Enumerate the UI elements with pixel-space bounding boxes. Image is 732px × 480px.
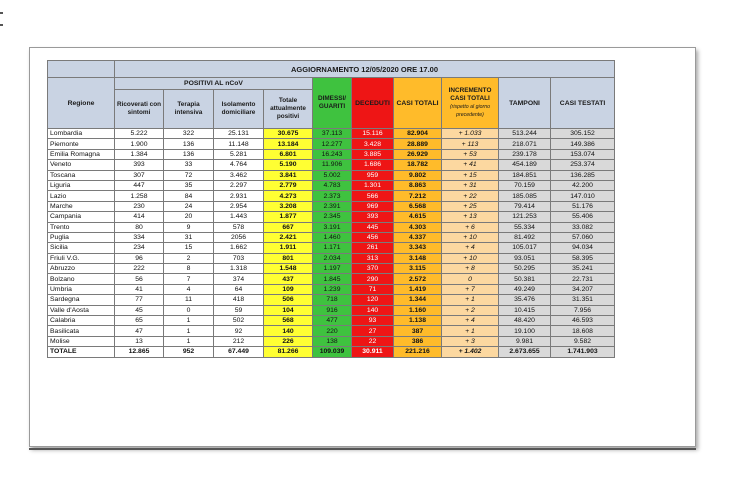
cell-incremento: + 10 (442, 253, 499, 263)
cell-casi-totali: 1.138 (394, 316, 442, 326)
table-row (48, 191, 615, 201)
cell-regione: Basilicata (48, 326, 115, 336)
cell-dimessi: 3.191 (313, 222, 352, 232)
col-header-regione: Regione (48, 78, 115, 129)
cell-ricoverati: 5.222 (115, 129, 164, 139)
cell-tamponi: 81.492 (499, 232, 551, 242)
cell-ricoverati: 234 (115, 243, 164, 253)
cell-casi-testati: 153.074 (551, 149, 615, 159)
table-row (48, 149, 615, 159)
cell-dimessi: 718 (313, 295, 352, 305)
page-title: AGGIORNAMENTO 12/05/2020 ORE 17.00 (115, 61, 615, 78)
cell-deceduti: 71 (352, 284, 394, 294)
cell-casi-testati: 42.200 (551, 180, 615, 190)
cell-casi-totali: 9.802 (394, 170, 442, 180)
cell-tamponi: 105.017 (499, 243, 551, 253)
cell-dimessi: 4.783 (313, 180, 352, 190)
cell-deceduti: 456 (352, 232, 394, 242)
cell-incremento: 0 (442, 274, 499, 284)
cell-dimessi: 220 (313, 326, 352, 336)
cell-casi-totali: 1.419 (394, 284, 442, 294)
cell-casi-testati: 7.956 (551, 305, 615, 315)
cell-regione: Marche (48, 201, 115, 211)
cell-regione: Molise (48, 336, 115, 346)
cell-incremento: + 113 (442, 139, 499, 149)
cell-casi-totali: 3.148 (394, 253, 442, 263)
cell-incremento: + 31 (442, 180, 499, 190)
col-header-isolamento: Isolamento domiciliare (214, 90, 264, 129)
cell-casi-testati: 9.582 (551, 336, 615, 346)
col-header-deceduti: DECEDUTI (352, 78, 394, 129)
cell-tamponi: 50.295 (499, 264, 551, 274)
table-row (48, 274, 615, 284)
cell-deceduti: 15.116 (352, 129, 394, 139)
cell-regione: Trento (48, 222, 115, 232)
cell-casi-testati: 18.608 (551, 326, 615, 336)
cell-casi-totali: 221.216 (394, 347, 442, 357)
table-row (48, 201, 615, 211)
cell-casi-totali: 4.615 (394, 212, 442, 222)
table-row (48, 160, 615, 170)
cell-isolamento: 2.297 (214, 180, 264, 190)
cell-isolamento: 67.449 (214, 347, 264, 357)
cell-tamponi: 184.851 (499, 170, 551, 180)
cell-regione: Toscana (48, 170, 115, 180)
table-row (48, 139, 615, 149)
cell-regione: Lazio (48, 191, 115, 201)
cell-casi-totali: 18.782 (394, 160, 442, 170)
cell-regione: Piemonte (48, 139, 115, 149)
cell-incremento: + 3 (442, 336, 499, 346)
cell-incremento: + 1.033 (442, 129, 499, 139)
cell-deceduti: 313 (352, 253, 394, 263)
cell-totale-positivi: 13.184 (264, 139, 313, 149)
cell-isolamento: 703 (214, 253, 264, 263)
cell-tamponi: 10.415 (499, 305, 551, 315)
cell-casi-testati: 51.176 (551, 201, 615, 211)
cell-deceduti: 3.885 (352, 149, 394, 159)
cell-dimessi: 1.460 (313, 232, 352, 242)
cell-isolamento: 502 (214, 316, 264, 326)
cell-isolamento: 5.281 (214, 149, 264, 159)
cell-dimessi: 16.243 (313, 149, 352, 159)
cell-dimessi: 2.345 (313, 212, 352, 222)
cell-deceduti: 140 (352, 305, 394, 315)
cell-tamponi: 513.244 (499, 129, 551, 139)
cell-deceduti: 30.911 (352, 347, 394, 357)
cell-casi-totali: 6.568 (394, 201, 442, 211)
cell-regione: Veneto (48, 160, 115, 170)
cell-tamponi: 9.981 (499, 336, 551, 346)
cell-casi-totali: 28.889 (394, 139, 442, 149)
cell-totale-positivi: 1.911 (264, 243, 313, 253)
cell-totale-positivi: 81.266 (264, 347, 313, 357)
cell-casi-testati: 31.351 (551, 295, 615, 305)
cell-incremento: + 1.402 (442, 347, 499, 357)
cell-tamponi: 93.051 (499, 253, 551, 263)
col-header-casi-totali: CASI TOTALI (394, 78, 442, 129)
cell-dimessi: 109.039 (313, 347, 352, 357)
table-row (48, 336, 615, 346)
cell-regione: Abruzzo (48, 264, 115, 274)
cell-incremento: + 15 (442, 170, 499, 180)
cell-totale-positivi: 109 (264, 284, 313, 294)
cell-totale-positivi: 1.877 (264, 212, 313, 222)
cell-terapia: 2 (164, 253, 214, 263)
cell-regione: Puglia (48, 232, 115, 242)
cell-incremento: + 4 (442, 316, 499, 326)
incremento-note: (rispetto al giorno precedente) (449, 104, 491, 118)
cell-totale-positivi: 4.273 (264, 191, 313, 201)
cell-casi-totali: 8.863 (394, 180, 442, 190)
col-header-terapia: Terapia intensiva (164, 90, 214, 129)
cell-deceduti: 27 (352, 326, 394, 336)
cell-casi-totali: 7.212 (394, 191, 442, 201)
cell-terapia: 24 (164, 201, 214, 211)
cell-ricoverati: 77 (115, 295, 164, 305)
cell-casi-testati: 35.241 (551, 264, 615, 274)
col-header-incremento (442, 78, 499, 129)
cell-dimessi: 1.239 (313, 284, 352, 294)
cell-casi-totali: 387 (394, 326, 442, 336)
cell-casi-testati: 57.060 (551, 232, 615, 242)
cell-incremento: + 13 (442, 212, 499, 222)
cell-deceduti: 969 (352, 201, 394, 211)
incremento-label: INCREMENTO CASI TOTALI (448, 87, 492, 102)
cell-dimessi: 12.277 (313, 139, 352, 149)
cell-dimessi: 37.113 (313, 129, 352, 139)
cell-dimessi: 477 (313, 316, 352, 326)
cell-casi-totali: 2.572 (394, 274, 442, 284)
cell-casi-testati: 58.395 (551, 253, 615, 263)
cell-terapia: 72 (164, 170, 214, 180)
cell-terapia: 4 (164, 284, 214, 294)
cell-dimessi: 2.391 (313, 201, 352, 211)
cell-tamponi: 49.249 (499, 284, 551, 294)
cell-totale-positivi: 437 (264, 274, 313, 284)
cell-isolamento: 2.954 (214, 201, 264, 211)
cell-totale-positivi: 30.675 (264, 129, 313, 139)
cell-ricoverati: 393 (115, 160, 164, 170)
cell-tamponi: 239.178 (499, 149, 551, 159)
table-row (48, 222, 615, 232)
cell-totale-positivi: 6.801 (264, 149, 313, 159)
cell-ricoverati: 1.258 (115, 191, 164, 201)
cell-incremento: + 22 (442, 191, 499, 201)
cell-regione: Liguria (48, 180, 115, 190)
cell-terapia: 31 (164, 232, 214, 242)
cell-terapia: 952 (164, 347, 214, 357)
cell-ricoverati: 80 (115, 222, 164, 232)
cell-casi-testati: 33.082 (551, 222, 615, 232)
cell-dimessi: 1.197 (313, 264, 352, 274)
cell-incremento: + 6 (442, 222, 499, 232)
cell-terapia: 1 (164, 316, 214, 326)
cell-casi-totali: 4.303 (394, 222, 442, 232)
cell-isolamento: 374 (214, 274, 264, 284)
table-row (48, 316, 615, 326)
cell-dimessi: 138 (313, 336, 352, 346)
cell-casi-testati: 253.374 (551, 160, 615, 170)
cell-incremento: + 7 (442, 284, 499, 294)
cell-casi-testati: 34.207 (551, 284, 615, 294)
cell-dimessi: 2.373 (313, 191, 352, 201)
cell-isolamento: 4.764 (214, 160, 264, 170)
cell-casi-totali: 386 (394, 336, 442, 346)
cell-tamponi: 79.414 (499, 201, 551, 211)
cell-terapia: 0 (164, 305, 214, 315)
cell-deceduti: 445 (352, 222, 394, 232)
cell-tamponi: 35.476 (499, 295, 551, 305)
cell-deceduti: 120 (352, 295, 394, 305)
cell-tamponi: 185.085 (499, 191, 551, 201)
cell-dimessi: 916 (313, 305, 352, 315)
col-header-positivi: POSITIVI AL nCoV (115, 78, 313, 90)
cell-deceduti: 393 (352, 212, 394, 222)
cell-ricoverati: 222 (115, 264, 164, 274)
table-row (48, 129, 615, 139)
col-header-ricoverati: Ricoverati con sintomi (115, 90, 164, 129)
cell-isolamento: 59 (214, 305, 264, 315)
col-header-dimessi: DIMESSI/ GUARITI (313, 78, 352, 129)
cell-isolamento: 418 (214, 295, 264, 305)
cell-tamponi: 121.253 (499, 212, 551, 222)
cell-isolamento: 2.931 (214, 191, 264, 201)
table-row (48, 170, 615, 180)
cell-terapia: 1 (164, 326, 214, 336)
cell-casi-testati: 1.741.903 (551, 347, 615, 357)
cell-totale-positivi: 2.421 (264, 232, 313, 242)
cell-deceduti: 959 (352, 170, 394, 180)
cell-deceduti: 1.301 (352, 180, 394, 190)
cell-deceduti: 22 (352, 336, 394, 346)
bottom-rule (29, 448, 696, 450)
cell-ricoverati: 1.900 (115, 139, 164, 149)
cell-casi-testati: 22.731 (551, 274, 615, 284)
cell-regione: Umbria (48, 284, 115, 294)
cell-incremento: + 4 (442, 243, 499, 253)
cell-dimessi: 1.171 (313, 243, 352, 253)
cell-casi-totali: 26.929 (394, 149, 442, 159)
cell-casi-testati: 94.034 (551, 243, 615, 253)
table-row (48, 326, 615, 336)
cell-tamponi: 70.159 (499, 180, 551, 190)
cell-deceduti: 370 (352, 264, 394, 274)
cell-terapia: 136 (164, 139, 214, 149)
cell-incremento: + 53 (442, 149, 499, 159)
cell-casi-totali: 1.160 (394, 305, 442, 315)
cell-ricoverati: 1.384 (115, 149, 164, 159)
cell-terapia: 33 (164, 160, 214, 170)
cell-tamponi: 2.673.655 (499, 347, 551, 357)
cell-terapia: 84 (164, 191, 214, 201)
cell-casi-testati: 149.386 (551, 139, 615, 149)
cell-totale-positivi: 140 (264, 326, 313, 336)
cell-regione: Lombardia (48, 129, 115, 139)
table-row (48, 243, 615, 253)
cell-regione: Friuli V.G. (48, 253, 115, 263)
col-header-casi-testati: CASI TESTATI (551, 78, 615, 129)
cell-tamponi: 218.071 (499, 139, 551, 149)
cell-isolamento: 2056 (214, 232, 264, 242)
table-body (48, 129, 615, 358)
cell-regione: Emilia Romagna (48, 149, 115, 159)
cell-casi-testati: 46.593 (551, 316, 615, 326)
table-row (48, 253, 615, 263)
cell-regione: Sicilia (48, 243, 115, 253)
cell-tamponi: 55.334 (499, 222, 551, 232)
cell-isolamento: 578 (214, 222, 264, 232)
cell-terapia: 7 (164, 274, 214, 284)
cell-deceduti: 3.428 (352, 139, 394, 149)
cell-terapia: 11 (164, 295, 214, 305)
cell-terapia: 8 (164, 264, 214, 274)
cell-totale-positivi: 3.208 (264, 201, 313, 211)
cell-totale-positivi: 667 (264, 222, 313, 232)
cell-isolamento: 11.148 (214, 139, 264, 149)
cell-regione: Campania (48, 212, 115, 222)
cell-ricoverati: 65 (115, 316, 164, 326)
cell-deceduti: 290 (352, 274, 394, 284)
cell-totale-positivi: 568 (264, 316, 313, 326)
cell-ricoverati: 45 (115, 305, 164, 315)
cell-regione: TOTALE (48, 347, 115, 357)
cell-terapia: 136 (164, 149, 214, 159)
cell-regione: Sardegna (48, 295, 115, 305)
cell-tamponi: 48.420 (499, 316, 551, 326)
cell-terapia: 15 (164, 243, 214, 253)
cell-isolamento: 92 (214, 326, 264, 336)
cell-totale-positivi: 2.779 (264, 180, 313, 190)
cell-casi-totali: 3.115 (394, 264, 442, 274)
cell-isolamento: 1.662 (214, 243, 264, 253)
cell-casi-totali: 1.344 (394, 295, 442, 305)
covid-data-table (47, 60, 615, 358)
cell-casi-testati: 136.285 (551, 170, 615, 180)
table-row (48, 305, 615, 315)
cell-ricoverati: 96 (115, 253, 164, 263)
cell-incremento: + 2 (442, 305, 499, 315)
cell-incremento: + 41 (442, 160, 499, 170)
cell-totale-positivi: 104 (264, 305, 313, 315)
cell-ricoverati: 41 (115, 284, 164, 294)
cell-dimessi: 11.906 (313, 160, 352, 170)
cell-deceduti: 1.686 (352, 160, 394, 170)
cell-isolamento: 212 (214, 336, 264, 346)
cell-totale-positivi: 226 (264, 336, 313, 346)
cell-dimessi: 1.845 (313, 274, 352, 284)
cell-incremento: + 1 (442, 326, 499, 336)
cell-tamponi: 19.100 (499, 326, 551, 336)
total-row (48, 347, 615, 357)
cell-tamponi: 454.189 (499, 160, 551, 170)
cell-terapia: 20 (164, 212, 214, 222)
cell-casi-totali: 3.343 (394, 243, 442, 253)
table-row (48, 284, 615, 294)
cell-tamponi: 50.381 (499, 274, 551, 284)
cell-totale-positivi: 5.190 (264, 160, 313, 170)
cell-ricoverati: 12.865 (115, 347, 164, 357)
cell-terapia: 322 (164, 129, 214, 139)
table-row (48, 212, 615, 222)
cell-casi-totali: 4.337 (394, 232, 442, 242)
cell-casi-testati: 305.152 (551, 129, 615, 139)
cell-terapia: 1 (164, 336, 214, 346)
cell-incremento: + 1 (442, 295, 499, 305)
cell-incremento: + 10 (442, 232, 499, 242)
cell-ricoverati: 414 (115, 212, 164, 222)
cell-totale-positivi: 506 (264, 295, 313, 305)
cell-ricoverati: 56 (115, 274, 164, 284)
corner-mark (0, 12, 3, 26)
cell-totale-positivi: 801 (264, 253, 313, 263)
cell-deceduti: 93 (352, 316, 394, 326)
col-header-totale-positivi: Totale attualmente positivi (264, 90, 313, 129)
cell-regione: Bolzano (48, 274, 115, 284)
cell-ricoverati: 13 (115, 336, 164, 346)
cell-deceduti: 261 (352, 243, 394, 253)
cell-isolamento: 1.443 (214, 212, 264, 222)
table-row (48, 180, 615, 190)
cell-ricoverati: 47 (115, 326, 164, 336)
cell-ricoverati: 307 (115, 170, 164, 180)
cell-ricoverati: 334 (115, 232, 164, 242)
table-row (48, 295, 615, 305)
cell-isolamento: 25.131 (214, 129, 264, 139)
cell-incremento: + 8 (442, 264, 499, 274)
cell-isolamento: 3.462 (214, 170, 264, 180)
cell-regione: Calabria (48, 316, 115, 326)
cell-dimessi: 5.002 (313, 170, 352, 180)
cell-incremento: + 25 (442, 201, 499, 211)
table-row (48, 232, 615, 242)
col-header-tamponi: TAMPONI (499, 78, 551, 129)
cell-terapia: 9 (164, 222, 214, 232)
cell-casi-totali: 82.904 (394, 129, 442, 139)
table-row (48, 264, 615, 274)
cell-deceduti: 566 (352, 191, 394, 201)
cell-isolamento: 1.318 (214, 264, 264, 274)
cell-casi-testati: 147.010 (551, 191, 615, 201)
cell-terapia: 35 (164, 180, 214, 190)
header-spacer (48, 61, 115, 78)
cell-totale-positivi: 1.548 (264, 264, 313, 274)
cell-regione: Valle d'Aosta (48, 305, 115, 315)
cell-isolamento: 64 (214, 284, 264, 294)
cell-casi-testati: 55.406 (551, 212, 615, 222)
cell-ricoverati: 230 (115, 201, 164, 211)
cell-ricoverati: 447 (115, 180, 164, 190)
cell-totale-positivi: 3.841 (264, 170, 313, 180)
cell-dimessi: 2.034 (313, 253, 352, 263)
